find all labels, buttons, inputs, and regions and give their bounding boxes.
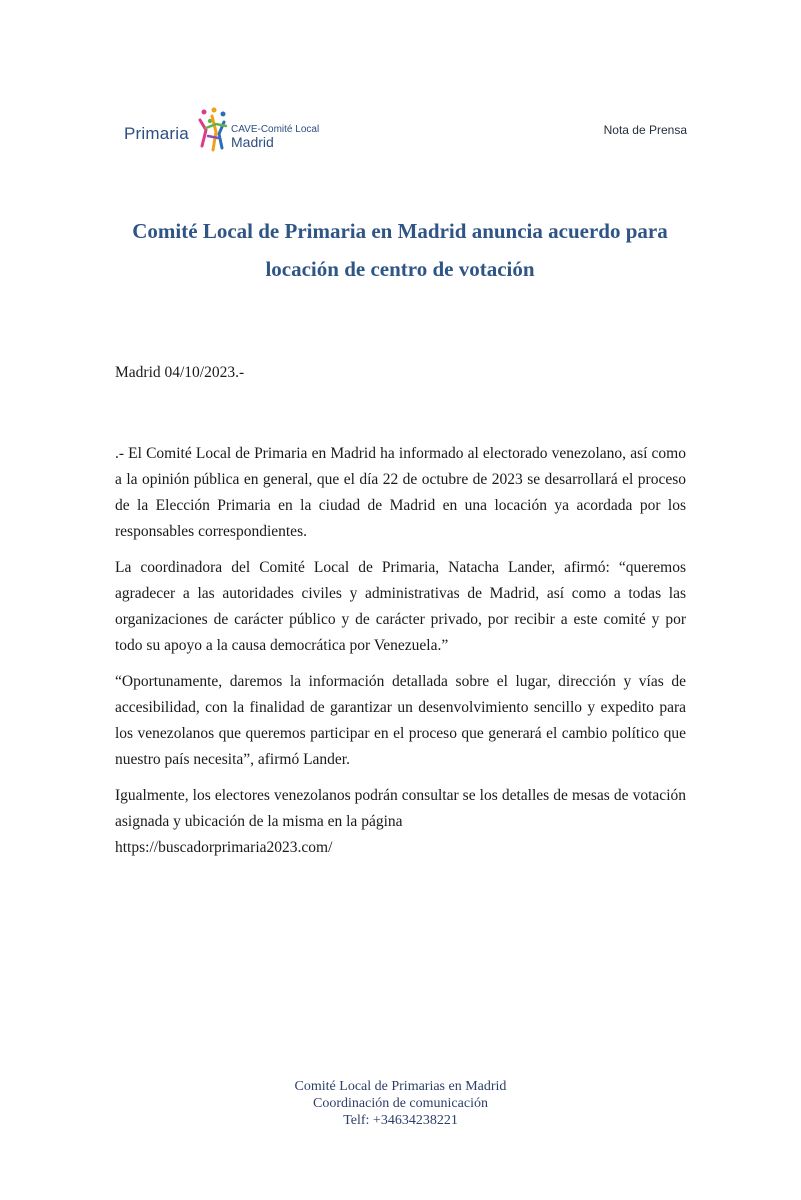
paragraph-1: .- El Comité Local de Primaria en Madrid ha informado al electorado venezolano, así como a la opinión pública en general, que el día 22 de octubre de 2023 se desarrollará el proceso de la Elección Primaria en la ciudad de Madrid en una locación ya acordada por los responsables correspondientes. [115,445,686,540]
page-header [0,0,801,170]
paragraph-3: “Oportunamente, daremos la información detallada sobre el lugar, dirección y vías de accesibilidad, con la finalidad de garantizar un desenvolvimiento sencillo y expedito para los venezolanos que queremos participar en el proceso que generará el cambio político que nuestro país necesita”, afirmó Lander. [115,673,686,768]
footer-department: Coordinación de comunicación [313,1096,488,1111]
page-footer [0,1078,801,1129]
primaria-logo [124,106,324,154]
footer-phone: Telf: +34634238221 [343,1113,458,1128]
dateline: Madrid 04/10/2023.- [115,364,245,381]
paragraph-2: La coordinadora del Comité Local de Primaria, Natacha Lander, afirmó: “queremos agradecer a las autoridades civiles y administrativas de Madrid, así como a todas las organizaciones de carácter público y de carácter privado, por recibir a este comité y por todo su apoyo a la causa democrática por Venezuela.” [115,559,686,654]
paragraph-4-text: Igualmente, los electores venezolanos podrán consultar se los detalles de mesas de votación asignada y ubicación de la misma en la página [115,787,686,830]
logo-cave-label: CAVE-Comité Local [231,124,320,135]
paragraph-4 [115,783,686,861]
press-note-label: Nota de Prensa [603,123,687,137]
logo-wordmark: Primaria [124,124,189,143]
search-url-link[interactable]: https://buscadorprimaria2023.com/ [115,839,333,856]
document-title: Comité Local de Primaria en Madrid anuncia acuerdo para locación de centro de votación [132,219,668,281]
logo-madrid-label: Madrid [231,134,274,150]
people-figures-icon [194,106,234,152]
press-release-body [115,441,686,871]
footer-committee: Comité Local de Primarias en Madrid [294,1079,507,1094]
